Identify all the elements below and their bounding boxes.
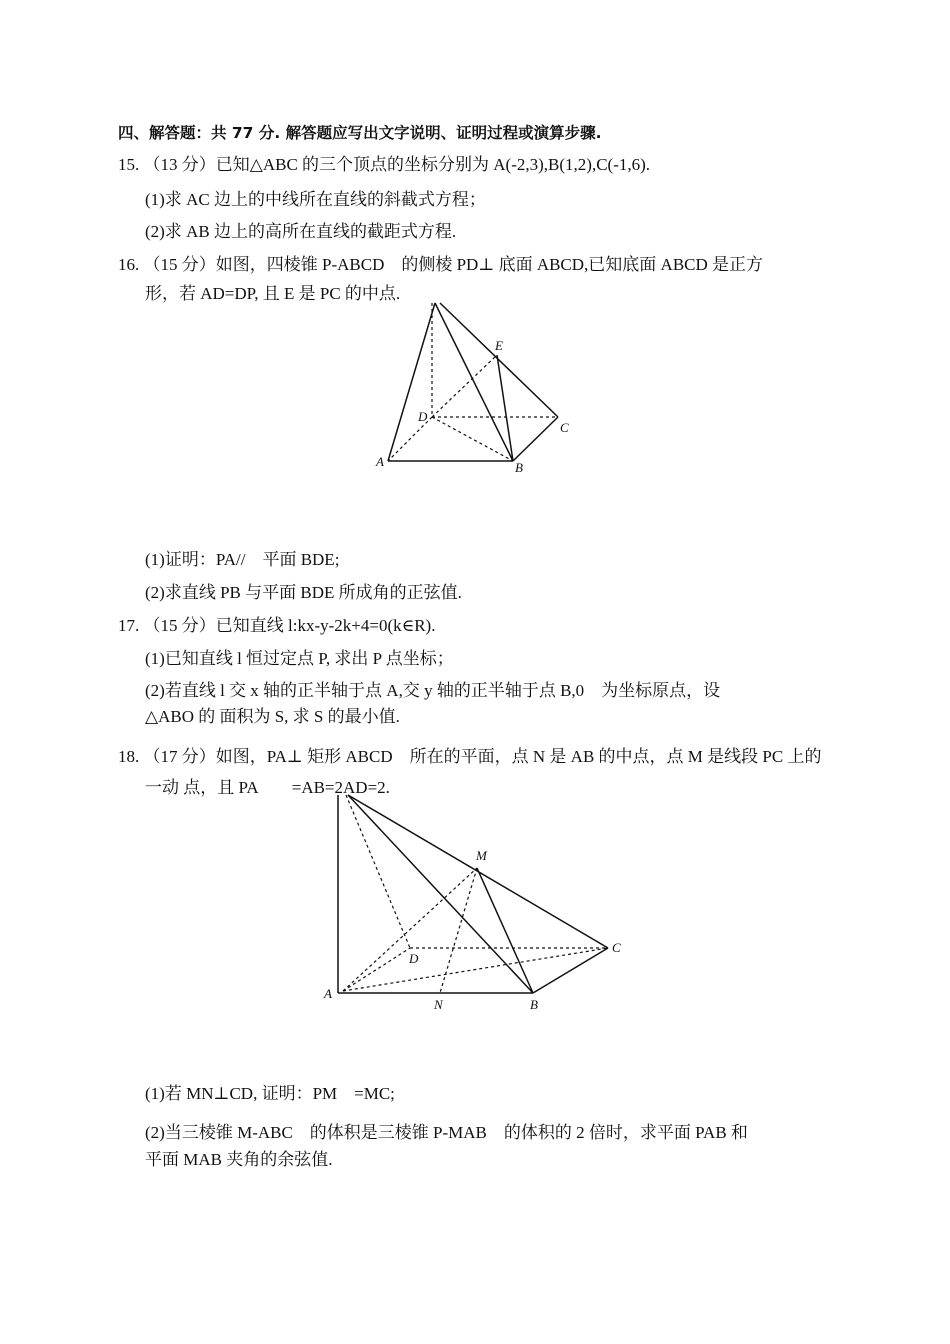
edge-bc	[533, 948, 608, 993]
q18-part1: (1)若 MN⊥CD, 证明：PM =MC;	[145, 1084, 395, 1103]
edge-db	[432, 417, 513, 461]
q16-stem-cont: 形，若 AD=DP, 且 E 是 PC 的中点.	[145, 284, 401, 303]
q18-stem: 18. （17 分）如图，PA⊥ 矩形 ABCD 所在的平面，点 N 是 AB 的中点，点 M 是线段 PC 上的	[118, 747, 822, 766]
label-c: C	[612, 940, 621, 955]
figure-pyramid-p-abcd-rect	[338, 795, 608, 993]
label-m: M	[476, 848, 487, 863]
label-e: E	[495, 338, 503, 353]
label-n: N	[434, 997, 443, 1012]
q18-stem-cont: 一动 点，且 PA =AB=2AD=2.	[145, 778, 390, 797]
q15-part2: (2)求 AB 边上的高所在直线的截距式方程.	[145, 222, 457, 241]
q16-part2: (2)求直线 PB 与平面 BDE 所成角的正弦值.	[145, 583, 462, 602]
edge-bc	[513, 417, 558, 461]
edge-pd	[346, 795, 410, 948]
figure-pyramid-p-abcd	[388, 303, 558, 461]
label-d: D	[418, 409, 428, 424]
label-a: A	[376, 454, 384, 469]
q18-part2: (2)当三棱锥 M-ABC 的体积是三棱锥 P-MAB 的体积的 2 倍时，求平面 PAB 和	[145, 1123, 748, 1142]
q15-part1: (1)求 AC 边上的中线所在直线的斜截式方程；	[145, 190, 486, 209]
q15-stem: 15. （13 分）已知△ABC 的三个顶点的坐标分别为 A(-2,3),B(1,2),C(-1,6).	[118, 155, 651, 174]
q18-part2-cont: 平面 MAB 夹角的余弦值.	[145, 1150, 333, 1169]
section-header: 四、解答题：共 77 分. 解答题应写出文字说明、证明过程或演算步骤.	[118, 124, 602, 142]
edge-mn	[440, 868, 477, 993]
q17-stem: 17. （15 分）已知直线 l:kx-y-2k+4=0(k∈R).	[118, 616, 436, 635]
q17-part1: (1)已知直线 l 恒过定点 P, 求出 P 点坐标；	[145, 649, 454, 668]
label-b: B	[530, 997, 538, 1012]
label-a: A	[324, 986, 332, 1001]
q16-stem: 16. （15 分）如图，四棱锥 P-ABCD 的侧棱 PD⊥ 底面 ABCD,已知底面 ABCD 是正方	[118, 255, 764, 274]
label-c: C	[560, 420, 569, 435]
edge-pc	[440, 303, 558, 417]
q17-part2-cont: △ABO 的 面积为 S, 求 S 的最小值.	[145, 707, 400, 726]
q16-part1: (1)证明：PA// 平面 BDE;	[145, 550, 340, 569]
label-b: B	[515, 460, 523, 475]
edge-ac	[343, 948, 608, 991]
edge-pa	[388, 303, 435, 461]
edge-ad	[343, 948, 410, 991]
edge-pb	[348, 795, 533, 993]
q17-part2: (2)若直线 l 交 x 轴的正半轴于点 A,交 y 轴的正半轴于点 B,0 为坐标原点，设	[145, 681, 721, 700]
label-d: D	[409, 951, 419, 966]
